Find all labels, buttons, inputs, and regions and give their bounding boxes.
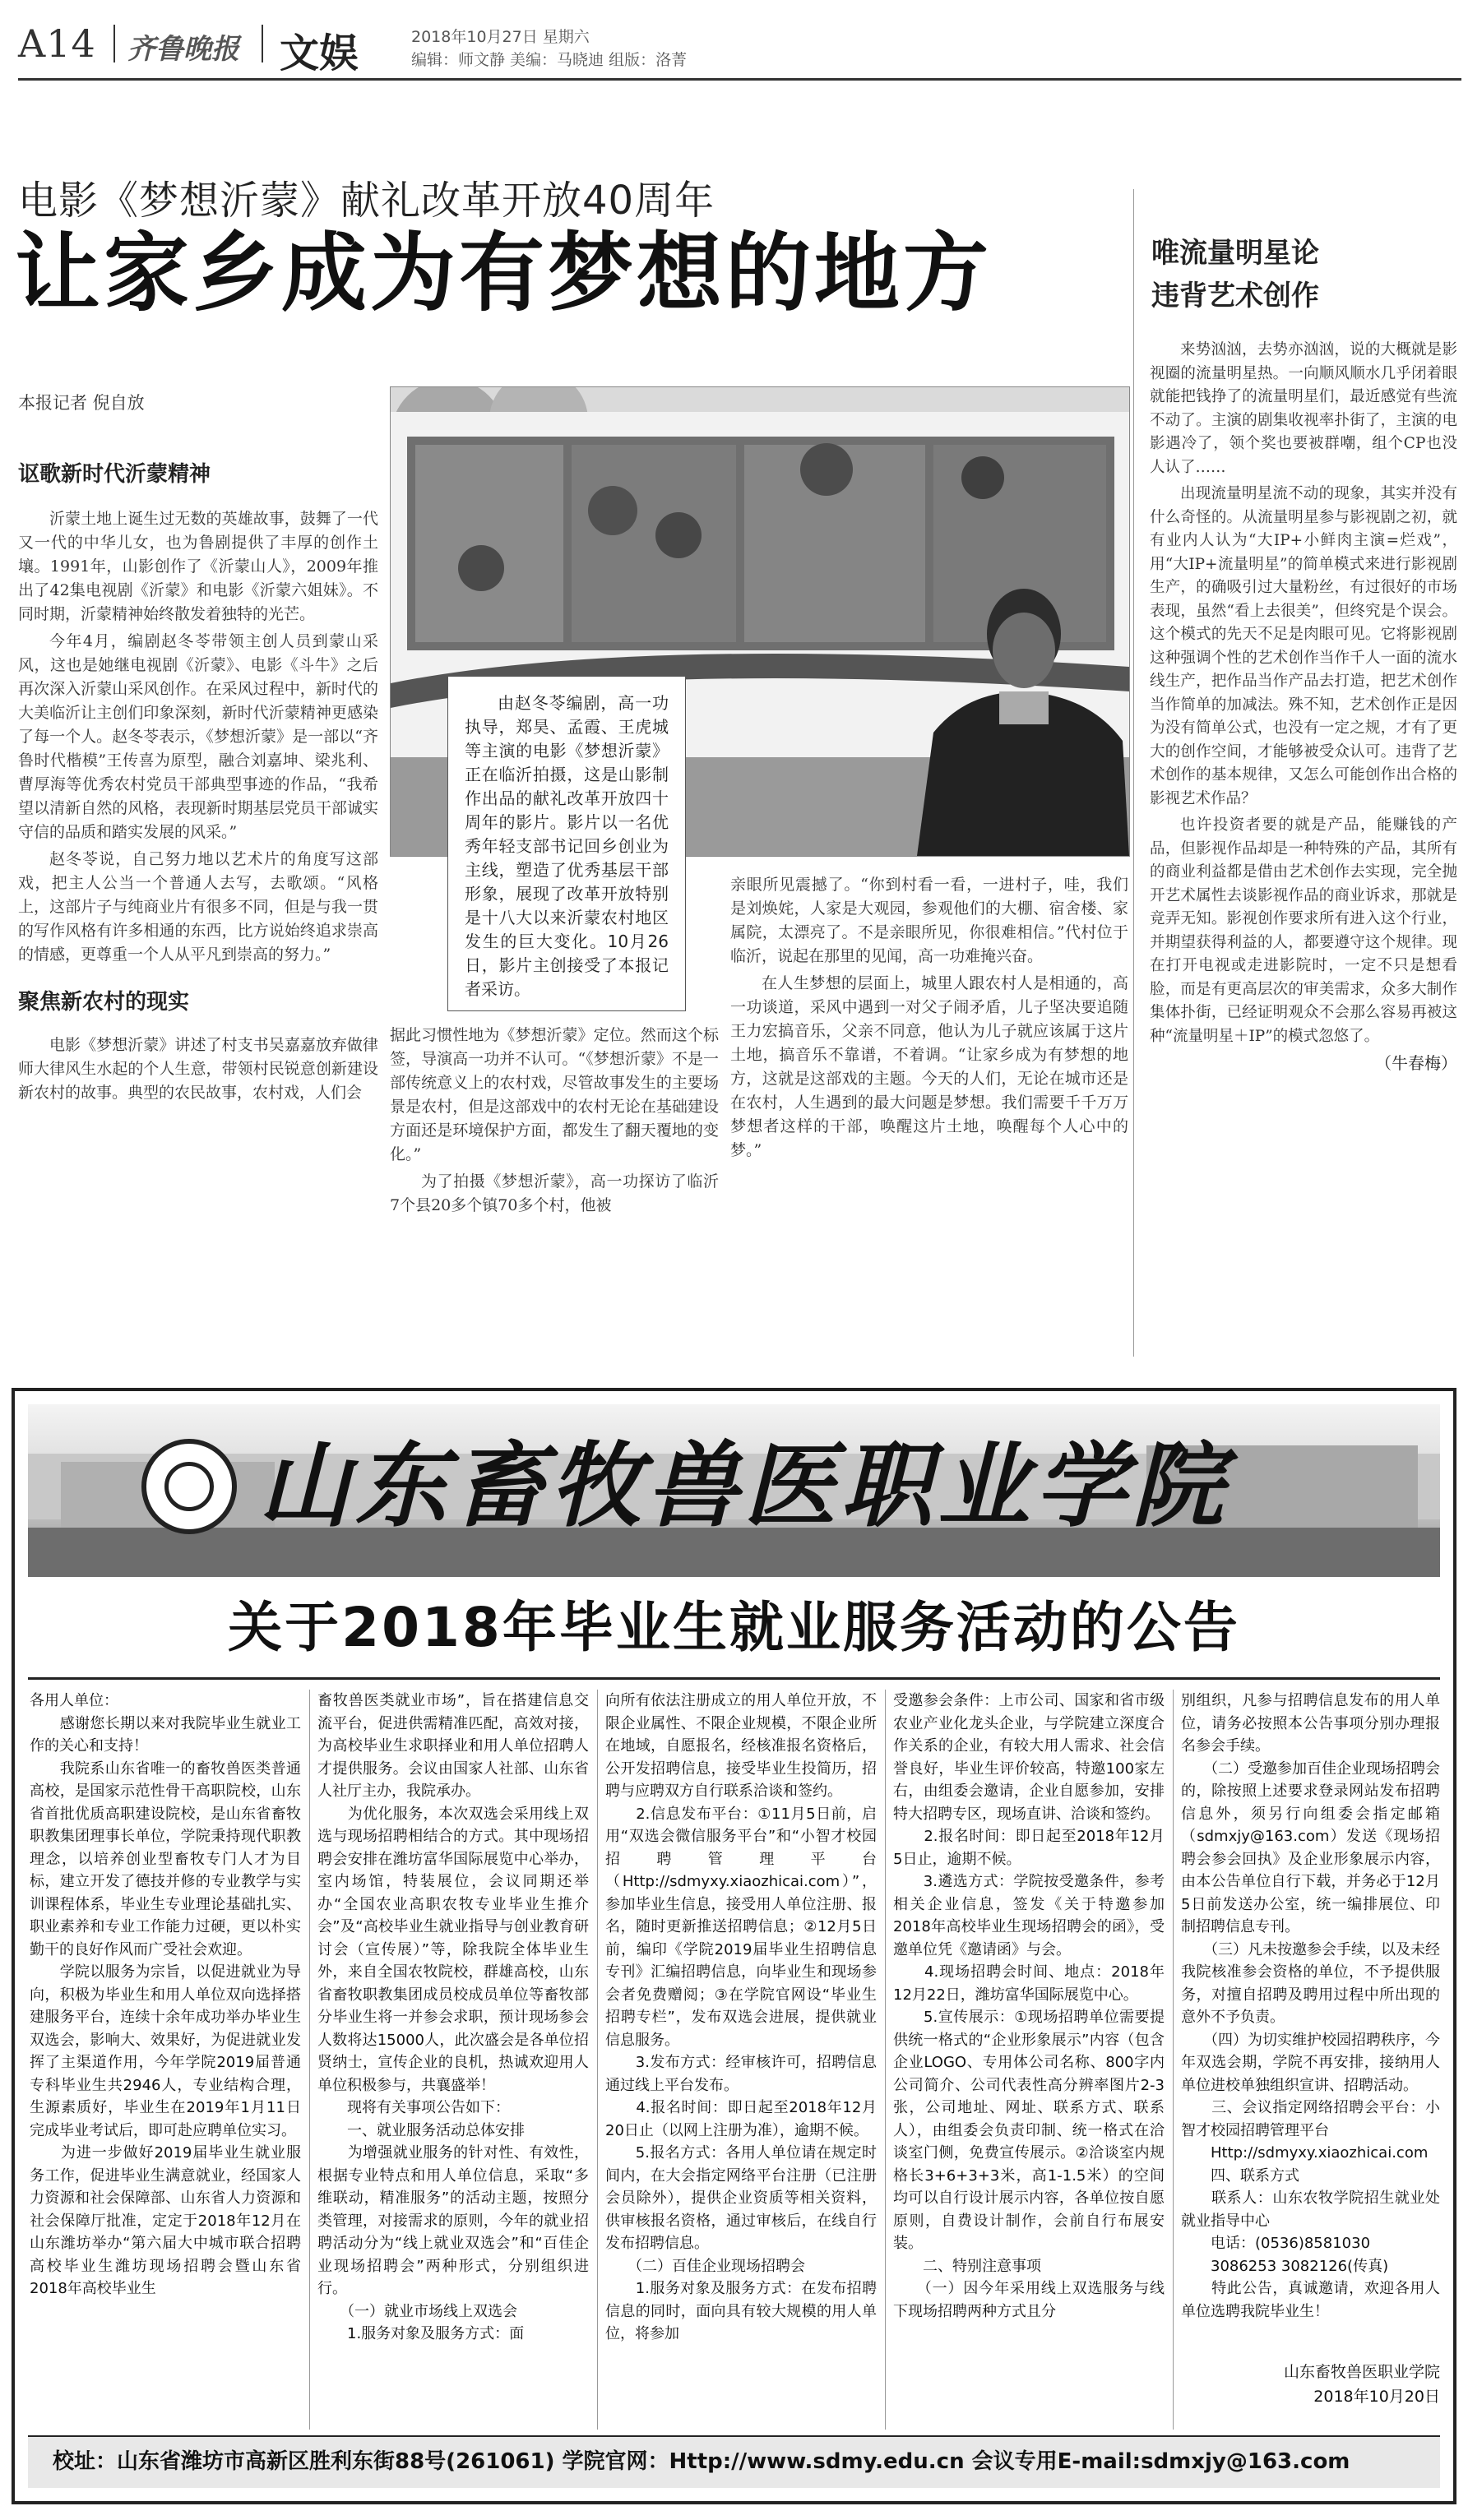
ad-paragraph: 各用人单位： 感谢您长期以来对我院毕业生就业工作的关心和支持！ 我院系山东省唯一的畜牧兽医类普通高校，是国家示范性骨干高职院校，山东省首批优质高职建设院校，是山东省畜牧职教集团理事长单位，学院秉持现代职教理念，以培养创业型畜牧专门人才为目标，建立开发了德技并修的专业教学与实训课程体系，毕业生专业理论基础扎实、职业素养和专业工作能力过硬，更以朴实勤干的良好作风而广受社会欢迎。 学院以服务为宗旨，以促进就业为导向，积极为毕业生和用人单位双向选择搭建服务平台，连续十余年成功举办毕业生双选会，影响大、效果好，为促进就业发挥了主渠道作用，今年学院2019届普通专科毕业生共2946人，专业结构合理，生源素质好，毕业生在2019年1月11日完成毕业考试后，即可赴应聘单位实习。 为进一步做好2019届毕业生就业服务工作，促进毕业生满意就业，经国家人力资源和社会保障部、山东省人力资源和社会保障厅批准，定定于2018年12月在山东潍坊举办“第六届大中城市联合招聘高校毕业生潍坊现场招聘会暨山东省2018年高校毕业生 (30, 1692, 301, 2297)
article-column-1 (18, 457, 378, 1362)
ad-rule (28, 1677, 1440, 1680)
article-column-3 (730, 873, 1128, 1366)
article-paragraph: 电影《梦想沂蒙》讲述了村支书吴嘉嘉放弃做律师大律风生水起的个人生意，带领村民锐意创新建设新农村的故事。典型的农民故事，农村戏，人们会 (18, 1036, 378, 1102)
article-kicker: 电影《梦想沂蒙》献礼改革开放40周年 (18, 178, 715, 224)
article-paragraph: 在人生梦想的层面上，城里人跟农村人是相通的，高一功谈道，采风中遇到一对父子闹矛盾，儿子坚决要追随王力宏搞音乐，父亲不同意，他认为儿子就应该属于这片土地，搞音乐不靠谱，不着调。“让家乡成为有梦想的地方，这就是这部戏的主题。今天的人们，无论在城市还是在农村，人生遇到的最大问题是梦想。我们需要千千万万梦想者这样的干部，唤醒这片土地，唤醒每个人心中的梦。” (730, 974, 1128, 1159)
photo-caption-text: 由赵冬苓编剧，高一功执导，郑昊、孟霞、王虎城等主演的电影《梦想沂蒙》正在临沂拍摄，这是山影制作出品的献礼改革开放四十周年的影片。影片以一名优秀年轻支部书记回乡创业为主线，塑造了优秀基层干部形象，展现了改革开放特别是十八大以来沂蒙农村地区发生的巨大变化。10月26日，影片主创接受了本报记者采访。 (465, 693, 669, 999)
commentary-paragraph: 出现流量明星流不动的现象，其实并没有什么奇怪的。从流量明星参与影视剧之初，就有业内人认为“大IP+小鲜肉主演=烂戏”，用“大IP+流量明星”的简单模式来进行影视剧生产，的确吸引过大量粉丝，有过很好的市场表现，虽然“看上去很美”，但终究是个误会。这个模式的先天不足是肉眼可见。它将影视剧这种强调个性的艺术创作当作千人一面的流水线生产，把作品当作产品去打造，把艺术创作当作简单的加减法。殊不知，艺术创作正是因为没有简单公式，也没有一定之规，才有了更大的创作空间，才能够被受众认可。违背了艺术创作的基本规律，又怎么可能创作出合格的影视艺术作品？ (1150, 485, 1457, 807)
column-divider (1173, 1690, 1174, 2430)
commentary-column (1150, 339, 1457, 1366)
column-divider (597, 1690, 598, 2430)
ad-column-5 (1181, 1690, 1440, 2347)
ad-column-1 (30, 1690, 301, 2430)
subhead-2: 聚焦新农村的现实 (18, 990, 190, 1015)
section-name: 文娱 (280, 30, 359, 76)
school-name: 山东畜牧兽医职业学院 (258, 1432, 1229, 1540)
ad-paragraph: 畜牧兽医类就业市场”，旨在搭建信息交流平台，促进供需精准匹配，高效对接，为高校毕业生求职择业和用人单位招聘人才提供服务。会议由国家人社部、山东省人社厅主办，我院承办。 为优化服务，本次双选会采用线上双选与现场招聘相结合的方式。其中现场招聘会安排在潍坊富华国际展览中心举办，室内场馆，特装展位，会议同期还举办“全国农业高职农牧专业毕业生推介会”及“高校毕业生就业指导与创业教育研讨会（宣传展）”等，除我院全体毕业生外，来自全国农牧院校，群雄高校，山东省畜牧职教集团成员校成员单位等畜牧部分毕业生将一并参会求职，预计现场参会人数将达15000人，此次盛会是各单位招贤纳士，宣传企业的良机，热诚欢迎用人单位积极参与，共襄盛举！ 现将有关事项公告如下： 一、就业服务活动总体安排 为增强就业服务的针对性、有效性，根据专业特点和用人单位信息，采取“多维联动，精准服务”的活动主题，按照分类管理，对接需求的原则，今年的就业招聘活动分为“线上就业双选会”和“百佳企业现场招聘会”两种形式，分别组织进行。 （一）就业市场线上双选会 1.服务对象及服务方式：面 (317, 1692, 589, 2342)
ad-paragraph: 受邀参会条件：上市公司、国家和省市级农业产业化龙头企业，与学院建立深度合作关系的企业，有较大用人需求、社会信誉良好，毕业生评价较高，特邀100家左右，由组委会邀请，企业自愿参加，安排特大招聘专区，现场直讲、洽谈和签约。 2.报名时间：即日起至2018年12月5日止，逾期不候。 3.遴选方式：学院按受邀条件，参考相关企业信息，签发《关于特邀参加2018年高校毕业生现场招聘会的函》，受邀单位凭《邀请函》与会。 4.现场招聘会时间、地点：2018年12月22日，潍坊富华国际展览中心。 5.宣传展示：①现场招聘单位需要提供统一格式的“企业形象展示”内容（包含企业LOGO、专用体公司名称、800字内公司简介、公司代表性高分辨率图片2-3张，公司地址、网址、联系方式、联系人），由组委会负责印制、统一格式在洽谈室门侧，免费宣传展示。②洽谈室内规格长3+6+3+3米，高1-1.5米）的空间均可以自行设计展示内容，各单位按自愿原则，自费设计制作，会前自行布展安装。 二、特别注意事项 （一）因今年采用线上双选服务与线下现场招聘两种方式且分 (893, 1692, 1165, 2320)
photo-caption-box (447, 676, 686, 1011)
article-paragraph: 据此习惯性地为《梦想沂蒙》定位。然而这个标签，导演高一功并不认可。“《梦想沂蒙》不是一部传统意义上的农村戏，尽管故事发生的主要场景是农村，但是这部戏中的农村无论在基础建设方面还是环境保护方面，都发生了翻天覆地的变化。” (390, 1026, 719, 1163)
commentary-author: （牛春梅） (1375, 1053, 1457, 1073)
article-paragraph: 亲眼所见震撼了。“你到村看一看，一进村子，哇，我们是刘焕姹，人家是大观园，参观他们的大棚、宿舍楼、家属院，太漂亮了。不是亲眼所见，你很难相信。”代村位于临沂，说起在那里的见闻，高一功难掩兴奋。 (730, 876, 1128, 965)
page-header (0, 0, 1468, 74)
ad-signature: 山东畜牧兽医职业学院 (1283, 2363, 1440, 2381)
commentary-paragraph: 也许投资者要的就是产品，能赚钱的产品，但影视作品却是一种特殊的产品，其所有的商业利益都是借由艺术创作去实现，完全抛开艺术属性去谈影视作品的商业诉求，那就是竞弄无知。影视创作要求所有进入这个行业，并期望获得利益的人，都要遵守这个规律。现在打开电视或走进影院时，一定不只是想看脸，而是有更高层次的审美需求，众多大制作集体扑街，已经证明观众不会那么容易再被这种“流量明星＋IP”的模式忽悠了。 (1150, 816, 1457, 1045)
divider (262, 25, 263, 62)
column-divider (309, 1690, 310, 2430)
ad-paragraph: 向所有依法注册成立的用人单位开放，不限企业属性、不限企业规模，不限企业所在地域，自愿报名，经核准报名资格后，公开发招聘信息，接受毕业生投简历，招聘与应聘双方自行联系洽谈和签约。 2.信息发布平台：①11月5日前，启用“双选会微信服务平台”和“小智才校园招聘管理平台（Http://sdmyxy.xiaozhicai.com）”，参加毕业生信息，接受用人单位注册、报名，随时更新推送招聘信息；②12月5日前，编印《学院2019届毕业生招聘信息专刊》汇编招聘信息，向毕业生和现场参会者免费赠阅；③在学院官网设“毕业生招聘专栏”，发布双选会进展，提供就业信息服务。 3.发布方式：经审核许可，招聘信息通过线上平台发布。 4.报名时间：即日起至2018年12月20日止（以网上注册为准），逾期不候。 5.报名方式：各用人单位请在规定时间内，在大会指定网络平台注册（已注册会员除外），提供企业资质等相关资料，供审核报名资格，通过审核后，在线自行发布招聘信息。 （二）百佳企业现场招聘会 1.服务对象及服务方式：在发布招聘信息的同时，面向具有较大规模的用人单位，将参加 (605, 1692, 877, 2342)
header-date: 2018年10月27日 星期六 (411, 28, 590, 46)
article-paragraph: 今年4月，编剧赵冬苓带领主创人员到蒙山采风，这也是她继电视剧《沂蒙》、电影《斗牛》之后再次深入沂蒙山采风创作。在采风过程中，新时代的大美临沂让主创们印象深刻，新时代沂蒙精神更感染了每一个人。赵冬苓表示，《梦想沂蒙》是一部以“齐鲁时代楷模”王传喜为原型，融合刘嘉坤、梁兆利、曹厚海等优秀农村党员干部典型事迹的作品，“我希望以清新自然的风格，表现新时期基层党员干部诚实守信的品质和踏实发展的风采。” (18, 632, 378, 841)
ad-footer (28, 2435, 1440, 2488)
divider (113, 25, 115, 62)
column-divider (885, 1690, 886, 2430)
masthead-logo: 齐鲁晚报 (127, 33, 239, 66)
subhead-1: 讴歌新时代沂蒙精神 (18, 462, 211, 487)
ad-sign-date: 2018年10月20日 (1313, 2388, 1440, 2406)
school-emblem-icon (141, 1439, 237, 1534)
ad-headline: 关于2018年毕业生就业服务活动的公告 (228, 1596, 1240, 1659)
article-paragraph: 沂蒙土地上诞生过无数的英雄故事，鼓舞了一代又一代的中华儿女，也为鲁剧提供了丰厚的创作土壤。1991年，山影创作了《沂蒙山人》，2009年推出了42集电视剧《沂蒙》和电影《沂蒙六姐妹》。不同时期，沂蒙精神始终散发着独特的光芒。 (18, 510, 378, 623)
article-paragraph: 为了拍摄《梦想沂蒙》，高一功探访了临沂7个县20多个镇70多个村，他被 (390, 1172, 719, 1214)
byline: 本报记者 倪自放 (18, 393, 145, 413)
header-rule (18, 78, 1461, 81)
ad-banner (28, 1404, 1440, 1577)
ad-column-3 (605, 1690, 877, 2430)
ad-column-4 (893, 1690, 1165, 2430)
article-column-2 (390, 1024, 719, 1369)
page-number: A14 (18, 21, 96, 66)
column-divider (1133, 189, 1134, 1357)
ad-paragraph: 别组织，凡参与招聘信息发布的用人单位，请务必按照本公告事项分别办理报名参会手续。 （二）受邀参加百佳企业现场招聘会的，除按照上述要求登录网站发布招聘信息外，须另行向组委会指定邮箱（sdmxjy@163.com）发送《现场招聘会参会回执》及企业形象展示内容，由本公告单位自行下载，并务必于12月5日前发送办公室，统一编排展位、印制招聘信息专刊。 （三）凡未按邀参会手续，以及未经我院核准参会资格的单位，不予提供服务，对擅自招聘及聘用过程中所出现的意外不予负责。 （四）为切实维护校园招聘秩序，今年双选会期，学院不再安排，接纳用人单位进校单独组织宣讲、招聘活动。 三、会议指定网络招聘会平台：小智才校园招聘管理平台 Http://sdmyxy.xiaozhicai.com 四、联系方式 联系人：山东农牧学院招生就业处就业指导中心 电话：(0536)8581030 3086253 3082126(传真) 特此公告，真诚邀请，欢迎各用人单位选聘我院毕业生！ (1181, 1692, 1440, 2320)
ad-column-2 (317, 1690, 589, 2430)
article-headline: 让家乡成为有梦想的地方 (15, 223, 993, 323)
commentary-paragraph: 来势汹汹，去势亦汹汹，说的大概就是影视圈的流量明星热。一向顺风顺水几乎闭着眼就能把钱挣了的流量明星们，最近感觉有些流不动了。主演的剧集收视率扑街了，主演的电影遇冷了，领个奖也要被群嘲，组个CP也没人认了…… (1150, 341, 1457, 476)
commentary-title-line2: 违背艺术创作 (1151, 280, 1319, 312)
commentary-title (1151, 232, 1319, 317)
commentary-title-line1: 唯流量明星论 (1151, 237, 1319, 270)
ad-footer-text: 校址：山东省潍坊市高新区胜利东街88号(261061) 学院官网：Http://www.sdmy.edu.cn 会议专用E-mail:sdmxjy@163.com (53, 2449, 1350, 2474)
header-staff: 编辑：师文静 美编：马晓迪 组版：洛菁 (411, 51, 688, 69)
article-paragraph: 赵冬苓说，自己努力地以艺术片的角度写这部戏，把主人公当一个普通人去写，去歌颂。“风格上，这部片子与纯商业片有很多不同，但是与我一贯的写作风格有许多相通的东西，比方说始终追求崇高的情感，更尊重一个人从平凡到崇高的努力。” (18, 850, 378, 964)
